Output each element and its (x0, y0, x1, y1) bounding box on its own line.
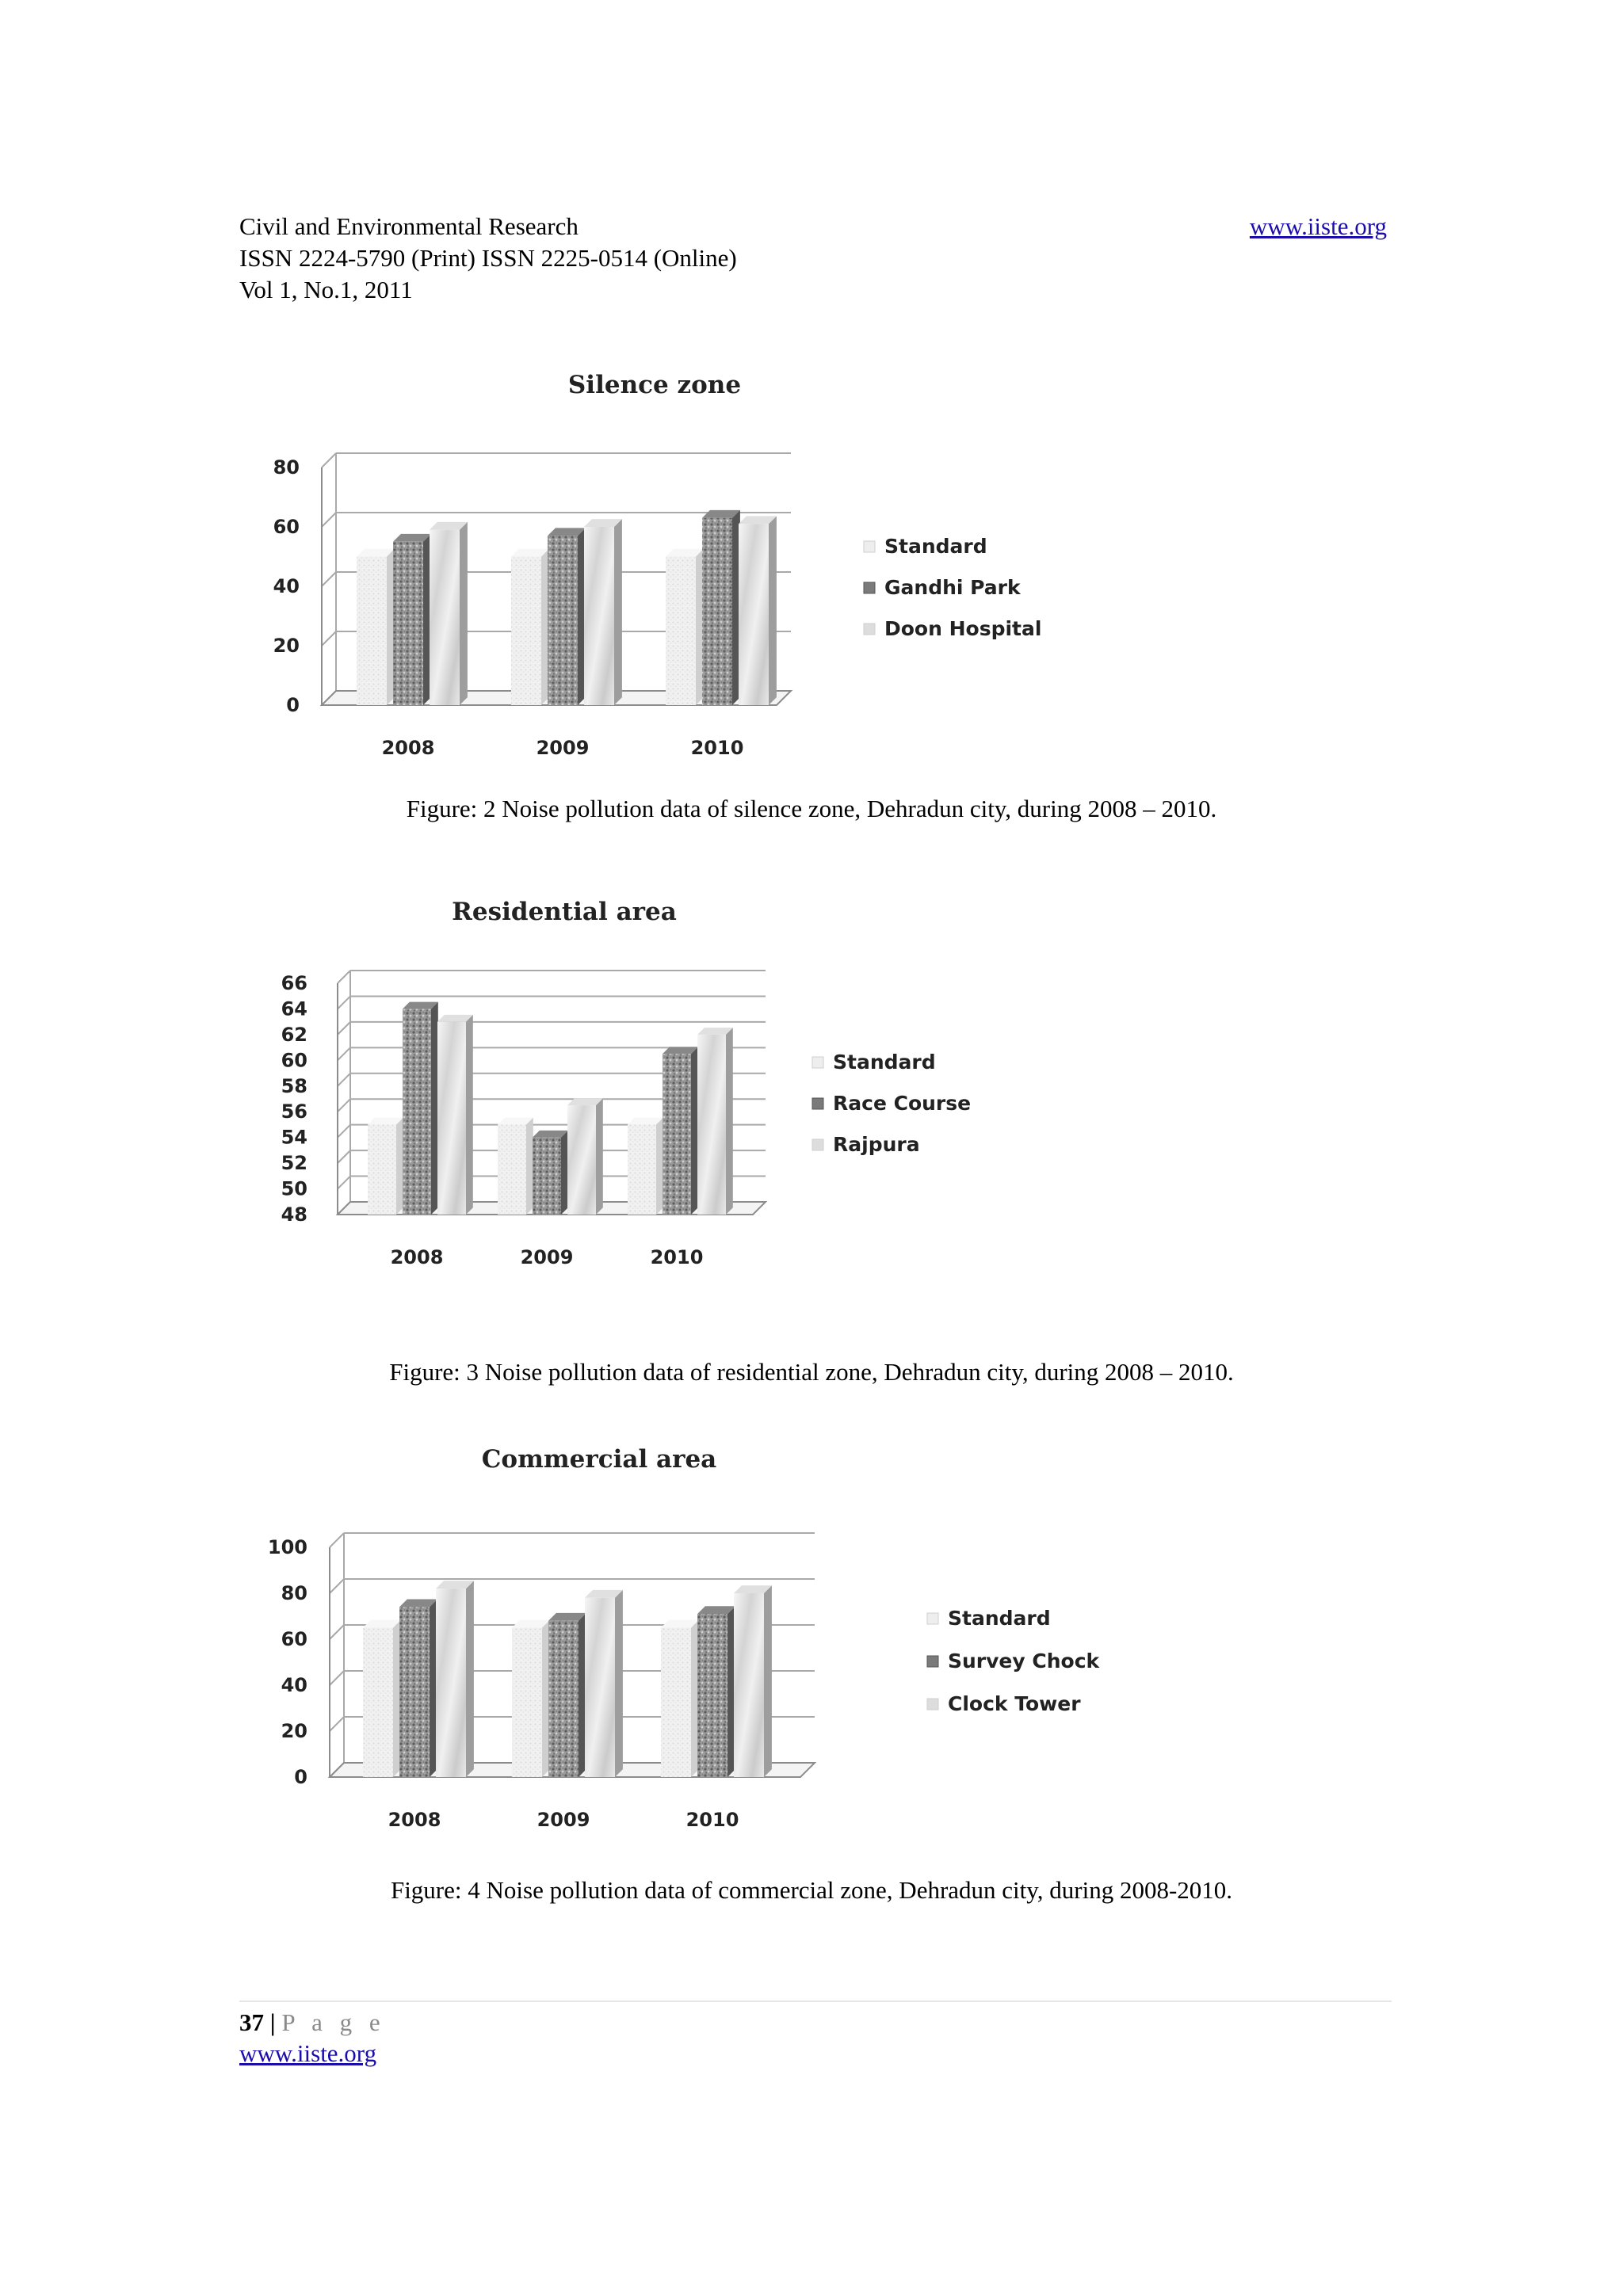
x-category-label: 2010 (685, 1809, 739, 1831)
legend-swatch (864, 582, 875, 593)
y-tick-label: 60 (281, 1628, 307, 1650)
gridline-depth (338, 1022, 350, 1035)
bar-side (466, 1581, 474, 1777)
bar-face (357, 557, 387, 706)
chart-title: Silence zone (567, 371, 742, 399)
bar-rajpura-2008 (437, 1015, 473, 1215)
bar-face (739, 524, 769, 705)
chart-legend (812, 1051, 971, 1156)
journal-header (239, 211, 737, 306)
bar-side (460, 522, 468, 705)
y-tick-label: 0 (286, 694, 300, 716)
gridline-depth (338, 1177, 350, 1189)
bar-face (567, 1105, 596, 1215)
x-category-label: 2009 (537, 1809, 590, 1831)
legend-label: Gandhi Park (884, 576, 1021, 599)
gridline-depth (338, 1099, 350, 1112)
bar-face (548, 1621, 579, 1777)
bar-standard-2010 (661, 1620, 699, 1777)
bar-side (431, 1002, 438, 1215)
x-category-label: 2008 (381, 737, 435, 759)
silence-zone-svg (254, 364, 1109, 769)
commercial-area-svg (254, 1438, 1125, 1850)
gridline-depth (330, 1533, 344, 1547)
bar-rajpura-2010 (697, 1028, 733, 1215)
gridline-depth (322, 631, 336, 646)
journal-issn: ISSN 2224-5790 (Print) ISSN 2225-0514 (Online) (239, 244, 737, 272)
legend-label: Rajpura (833, 1133, 920, 1156)
bar-side (596, 1098, 603, 1215)
bar-side (764, 1585, 772, 1777)
y-tick-label: 60 (273, 516, 300, 538)
bar-face (584, 527, 614, 705)
bar-side (526, 1118, 533, 1215)
bar-face (498, 1124, 526, 1215)
bar-face (697, 1035, 726, 1215)
header-website-link[interactable]: www.iiste.org (1249, 212, 1387, 240)
legend-label: Clock Tower (948, 1692, 1081, 1715)
y-tick-label: 0 (294, 1766, 307, 1788)
gridline-depth (338, 1150, 350, 1163)
legend-label: Doon Hospital (884, 617, 1042, 640)
bar-doon-hospital-2010 (739, 516, 777, 705)
gridline-depth (338, 1125, 350, 1138)
gridline-depth (338, 996, 350, 1009)
chart-legend (927, 1607, 1101, 1715)
y-tick-label: 64 (281, 997, 307, 1020)
bar-standard-2010 (628, 1118, 663, 1215)
y-tick-label: 48 (281, 1203, 307, 1226)
gridline-depth (330, 1625, 344, 1639)
y-tick-label: 62 (281, 1023, 307, 1046)
bar-face (511, 557, 541, 706)
y-tick-label: 58 (281, 1074, 307, 1097)
gridline-depth (338, 971, 350, 983)
bar-side (396, 1118, 403, 1215)
commercial-area-chart (254, 1438, 1125, 1850)
bar-gandhi-park-2009 (548, 528, 586, 705)
journal-volume: Vol 1, No.1, 2011 (239, 276, 413, 303)
legend-label: Race Course (833, 1092, 972, 1115)
gridline-depth (322, 513, 336, 527)
page-word: P a g e (281, 2008, 386, 2036)
silence-zone-chart (254, 364, 1109, 769)
bar-standard-2008 (363, 1620, 401, 1777)
gridline-depth (330, 1671, 344, 1685)
bar-face (702, 518, 732, 705)
y-tick-label: 60 (281, 1049, 307, 1072)
figure-4-caption: Figure: 4 Noise pollution data of commercial zone, Dehradun city, during 2008-2010. (390, 1876, 1233, 1904)
bar-standard-2009 (498, 1118, 533, 1215)
bar-face (512, 1628, 542, 1778)
bar-face (430, 530, 460, 705)
legend-swatch (864, 541, 875, 552)
y-tick-label: 56 (281, 1100, 307, 1123)
bar-face (666, 557, 696, 706)
bar-face (628, 1124, 656, 1215)
bar-side (769, 516, 777, 705)
bar-face (437, 1022, 466, 1215)
y-tick-label: 20 (281, 1720, 307, 1742)
bar-face (436, 1589, 466, 1777)
legend-swatch (812, 1057, 823, 1068)
residential-area-svg (254, 891, 1109, 1287)
figure-3-caption: Figure: 3 Noise pollution data of residential zone, Dehradun city, during 2008 – 2010. (389, 1358, 1234, 1386)
legend-swatch (864, 624, 875, 635)
bar-face (697, 1614, 727, 1777)
x-category-label: 2010 (690, 737, 744, 759)
bar-survey-chock-2009 (548, 1613, 586, 1777)
gridline-depth (338, 1074, 350, 1086)
bar-survey-chock-2008 (399, 1600, 437, 1778)
bar-side (614, 519, 622, 705)
y-tick-label: 50 (281, 1177, 307, 1200)
bar-side (466, 1015, 473, 1215)
y-tick-label: 40 (273, 575, 300, 597)
x-category-label: 2010 (650, 1246, 704, 1268)
bar-face (368, 1124, 396, 1215)
x-category-label: 2008 (388, 1809, 441, 1831)
x-category-label: 2009 (536, 737, 590, 759)
bar-race-course-2008 (403, 1002, 438, 1215)
bar-standard-2009 (511, 549, 549, 705)
x-category-label: 2008 (390, 1246, 444, 1268)
chart-title: Residential area (452, 898, 677, 926)
bar-face (661, 1628, 691, 1778)
bar-clock-tower-2010 (734, 1585, 772, 1777)
legend-swatch (927, 1656, 938, 1667)
bar-gandhi-park-2010 (702, 510, 740, 705)
y-tick-label: 80 (281, 1582, 307, 1604)
bar-side (726, 1028, 733, 1215)
bar-face (663, 1054, 691, 1215)
bar-face (548, 536, 578, 705)
bar-face (533, 1138, 561, 1215)
bar-face (585, 1598, 615, 1777)
footer-website-link[interactable]: www.iiste.org (239, 2039, 377, 2067)
page-separator: | (269, 2008, 276, 2036)
bar-race-course-2009 (533, 1131, 568, 1215)
x-category-label: 2009 (520, 1246, 574, 1268)
bar-face (399, 1607, 430, 1777)
chart-title: Commercial area (481, 1445, 717, 1474)
gridline-depth (330, 1579, 344, 1593)
residential-area-chart (254, 891, 1109, 1287)
bar-clock-tower-2008 (436, 1581, 474, 1777)
y-tick-label: 52 (281, 1152, 307, 1175)
figure-2-caption: Figure: 2 Noise pollution data of silence zone, Dehradun city, during 2008 – 2010. (406, 795, 1217, 822)
legend-label: Standard (884, 535, 987, 558)
bar-clock-tower-2009 (585, 1590, 623, 1777)
y-tick-label: 66 (281, 972, 307, 994)
legend-swatch (812, 1098, 823, 1109)
legend-swatch (927, 1613, 938, 1624)
bar-survey-chock-2010 (697, 1606, 735, 1777)
bar-face (403, 1009, 431, 1215)
bar-face (734, 1593, 764, 1777)
y-tick-label: 20 (273, 635, 300, 657)
bar-doon-hospital-2008 (430, 522, 468, 705)
bar-side (691, 1047, 698, 1215)
bar-standard-2008 (368, 1118, 403, 1215)
bar-standard-2008 (357, 549, 395, 705)
legend-label: Standard (833, 1051, 936, 1074)
bar-race-course-2010 (663, 1047, 698, 1215)
bar-gandhi-park-2008 (393, 534, 431, 705)
bar-side (615, 1590, 623, 1777)
bar-standard-2010 (666, 549, 704, 705)
gridline-depth (330, 1717, 344, 1731)
bar-side (656, 1118, 663, 1215)
bar-face (393, 542, 423, 705)
bar-side (561, 1131, 568, 1215)
y-tick-label: 54 (281, 1126, 307, 1149)
gridline-depth (322, 453, 336, 467)
y-tick-label: 100 (267, 1536, 307, 1558)
journal-title: Civil and Environmental Research (239, 212, 579, 240)
legend-label: Standard (948, 1607, 1051, 1630)
bar-face (363, 1628, 393, 1778)
chart-legend (864, 535, 1041, 640)
bar-standard-2009 (512, 1620, 550, 1777)
page-number: 37 (239, 2008, 264, 2036)
legend-label: Survey Chock (948, 1650, 1100, 1672)
footer-divider (239, 2000, 1392, 2002)
bar-doon-hospital-2009 (584, 519, 622, 705)
legend-swatch (927, 1699, 938, 1710)
gridline-depth (322, 572, 336, 586)
gridline-depth (338, 1047, 350, 1060)
legend-swatch (812, 1139, 823, 1150)
bar-rajpura-2009 (567, 1098, 603, 1215)
page-footer (239, 2007, 386, 2039)
y-tick-label: 40 (281, 1674, 307, 1696)
y-tick-label: 80 (273, 456, 300, 479)
